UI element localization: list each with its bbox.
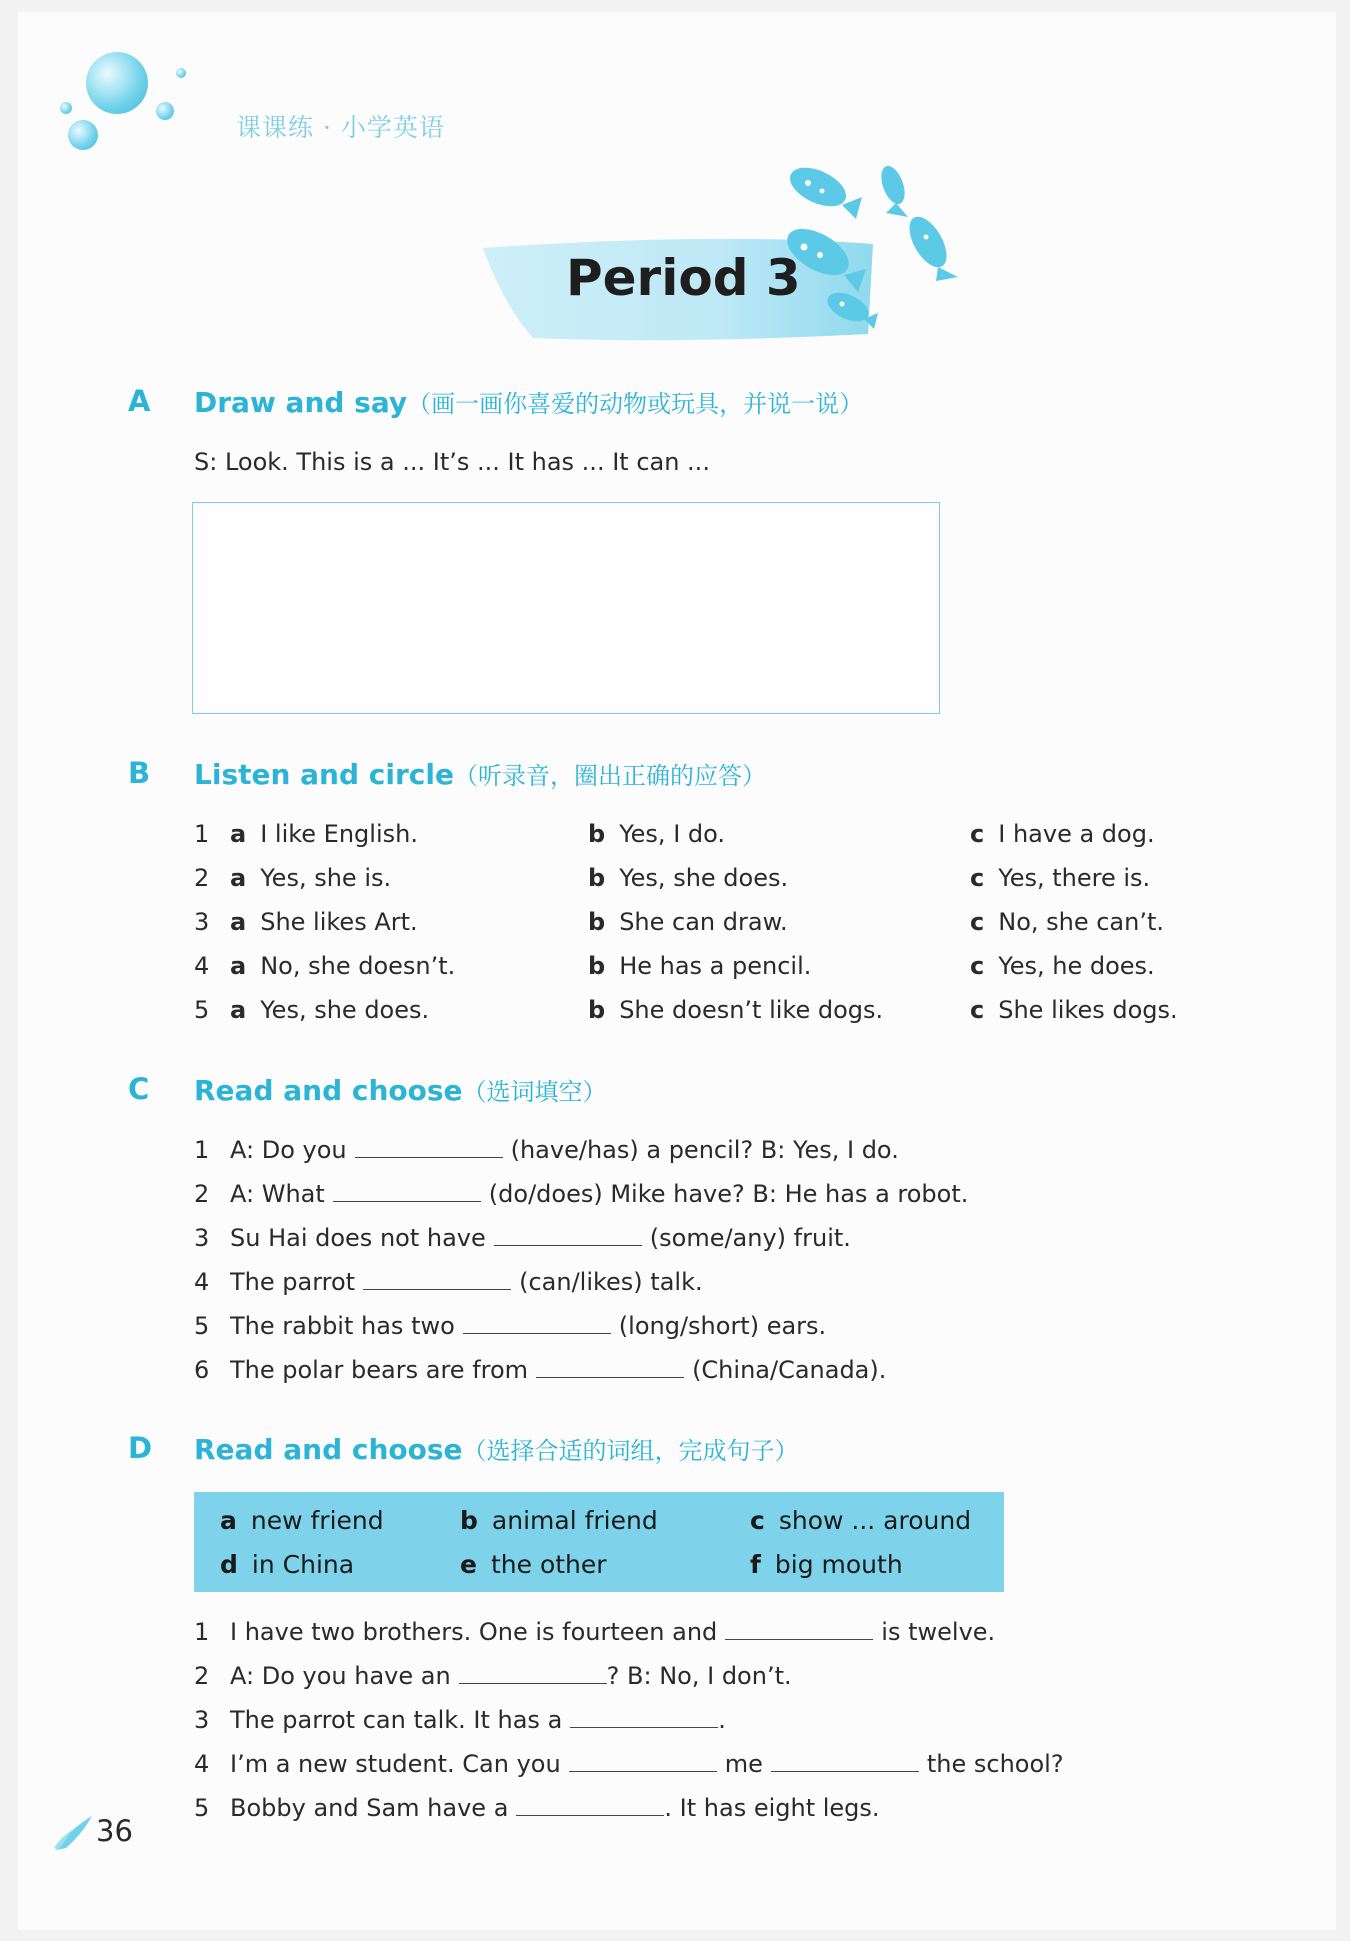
section-a-letter: A: [128, 384, 151, 418]
list-item-d3: 3 The parrot can talk. It has a .: [194, 1706, 726, 1734]
word-bank: [194, 1492, 1004, 1592]
list-item-b4: 4 a No, she doesn’t.: [194, 952, 456, 980]
list-item-b4-c: c Yes, he does.: [970, 952, 1155, 980]
answer-blank[interactable]: [355, 1137, 503, 1158]
list-item-c2: 2 A: What (do/does) Mike have? B: He has a robot.: [194, 1180, 969, 1208]
list-item-b3-b: b She can draw.: [588, 908, 788, 936]
answer-blank[interactable]: [569, 1751, 717, 1772]
word-option-e: e the other: [460, 1550, 607, 1579]
list-item-b2-c: c Yes, there is.: [970, 864, 1151, 892]
answer-blank[interactable]: [463, 1313, 611, 1334]
section-c-title-zh: （选词填空）: [462, 1078, 607, 1106]
section-d-title-en: Read and choose: [194, 1433, 463, 1466]
word-option-f: f big mouth: [750, 1550, 903, 1579]
answer-blank[interactable]: [363, 1269, 511, 1290]
section-c-title-en: Read and choose: [194, 1074, 463, 1107]
list-item-c1: 1 A: Do you (have/has) a pencil? B: Yes, I do.: [194, 1136, 899, 1164]
list-item-b1: 1 a I like English.: [194, 820, 418, 848]
leaf-icon: [52, 1812, 96, 1852]
answer-blank[interactable]: [516, 1795, 664, 1816]
section-a-prompt: S: Look. This is a ... It’s ... It has ... It can ...: [194, 448, 710, 476]
list-item-b5-c: c She likes dogs.: [970, 996, 1178, 1024]
answer-blank[interactable]: [494, 1225, 642, 1246]
word-option-d: d in China: [220, 1550, 355, 1579]
list-item-b4-b: b He has a pencil.: [588, 952, 812, 980]
word-option-a: a new friend: [220, 1506, 384, 1535]
answer-blank[interactable]: [459, 1663, 607, 1684]
bubble-decoration: [176, 68, 186, 78]
section-a-title-zh: （画一画你喜爱的动物或玩具，并说一说）: [407, 390, 864, 418]
word-option-b: b animal friend: [460, 1506, 658, 1535]
workbook-page: [18, 12, 1336, 1930]
list-item-d2: 2 A: Do you have an ? B: No, I don’t.: [194, 1662, 792, 1690]
list-item-b1-c: c I have a dog.: [970, 820, 1155, 848]
section-a-title-en: Draw and say: [194, 386, 408, 419]
section-c-letter: C: [128, 1072, 150, 1106]
section-b-title-en: Listen and circle: [194, 758, 454, 791]
list-item-d1: 1 I have two brothers. One is fourteen and is twelve.: [194, 1618, 996, 1646]
drawing-box[interactable]: [192, 502, 940, 714]
bubble-decoration-large: [86, 52, 148, 114]
list-item-c6: 6 The polar bears are from (China/Canada).: [194, 1356, 887, 1384]
answer-blank[interactable]: [536, 1357, 684, 1378]
list-item-b5-b: b She doesn’t like dogs.: [588, 996, 884, 1024]
list-item-b1-b: b Yes, I do.: [588, 820, 726, 848]
section-a-title: [194, 384, 863, 419]
fish-icon: [778, 157, 978, 332]
list-item-b3: 3 a She likes Art.: [194, 908, 418, 936]
section-d-letter: D: [128, 1431, 153, 1465]
word-option-c: c show ... around: [750, 1506, 972, 1535]
list-item-d5: 5 Bobby and Sam have a . It has eight legs.: [194, 1794, 880, 1822]
answer-blank[interactable]: [771, 1751, 919, 1772]
section-c-title: [194, 1072, 607, 1107]
answer-blank[interactable]: [333, 1181, 481, 1202]
list-item-c5: 5 The rabbit has two (long/short) ears.: [194, 1312, 827, 1340]
list-item-b2-b: b Yes, she does.: [588, 864, 789, 892]
section-d-title: [194, 1431, 799, 1466]
section-b-title: [194, 756, 766, 791]
bubble-decoration: [60, 102, 72, 114]
section-b-letter: B: [128, 756, 151, 790]
list-item-c3: 3 Su Hai does not have (some/any) fruit.: [194, 1224, 851, 1252]
bubble-decoration: [68, 120, 98, 150]
answer-blank[interactable]: [570, 1707, 718, 1728]
series-header: 课课练 · 小学英语: [236, 113, 445, 142]
bubble-decoration: [156, 102, 174, 120]
answer-blank[interactable]: [725, 1619, 873, 1640]
list-item-b3-c: c No, she can’t.: [970, 908, 1165, 936]
page-number: 36: [96, 1814, 133, 1848]
list-item-d4: 4 I’m a new student. Can you me the school?: [194, 1750, 1064, 1778]
section-d-title-zh: （选择合适的词组，完成句子）: [462, 1437, 799, 1465]
list-item-c4: 4 The parrot (can/likes) talk.: [194, 1268, 703, 1296]
page-title: Period 3: [566, 249, 801, 307]
list-item-b2: 2 a Yes, she is.: [194, 864, 392, 892]
section-b-title-zh: （听录音，圈出正确的应答）: [453, 762, 766, 790]
list-item-b5: 5 a Yes, she does.: [194, 996, 430, 1024]
